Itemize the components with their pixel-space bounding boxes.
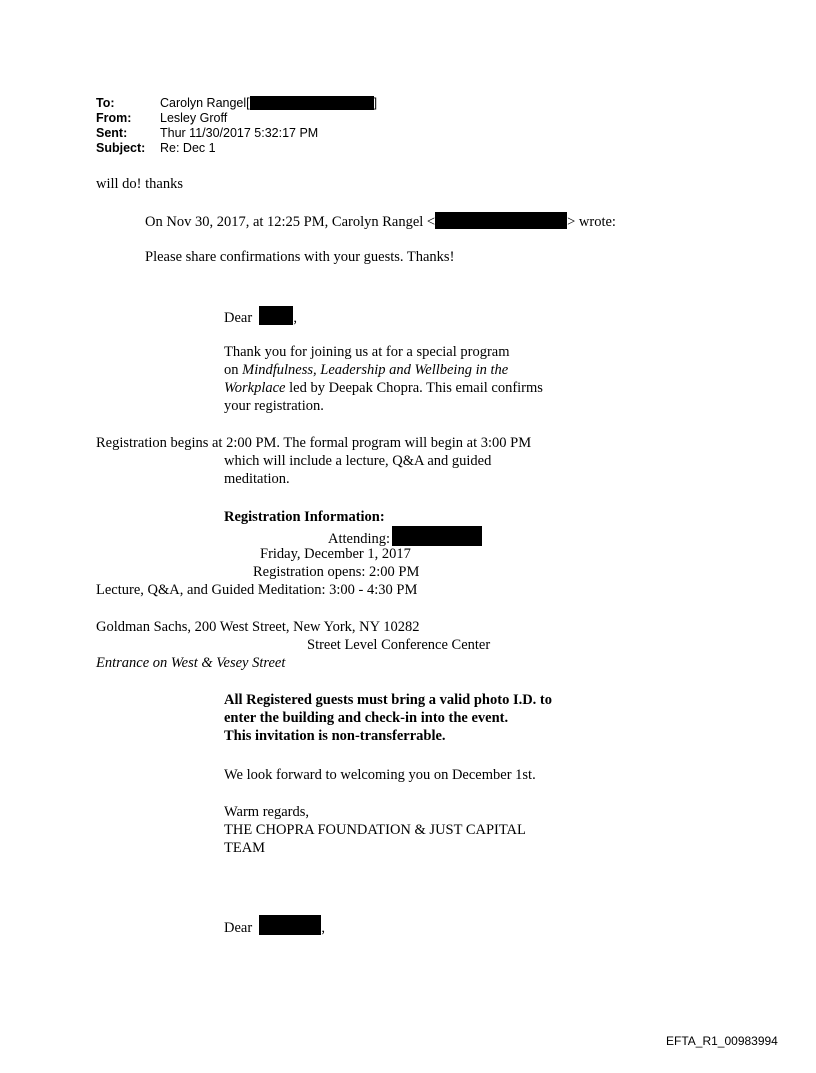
to-value: Carolyn Rangel[ bbox=[160, 96, 250, 110]
sign-off bbox=[224, 803, 526, 857]
redaction-box bbox=[392, 526, 482, 546]
attending-label: Attending: bbox=[328, 531, 391, 547]
dear-text-2: Dear bbox=[224, 920, 253, 936]
quote-intro bbox=[145, 212, 616, 231]
para1-line3: Workplace led by Deepak Chopra. This email confirms bbox=[224, 380, 543, 396]
redaction-box bbox=[250, 96, 374, 110]
program-title-end: Workplace bbox=[224, 380, 286, 396]
event-date: Friday, December 1, 2017 bbox=[260, 546, 411, 562]
regards: Warm regards, bbox=[224, 804, 309, 820]
registration-opens: Registration opens: 2:00 PM bbox=[253, 564, 420, 580]
subject-row bbox=[96, 141, 377, 156]
closing-line: We look forward to welcoming you on December 1st. bbox=[224, 767, 536, 783]
registration-line1: Registration begins at 2:00 PM. The formal program will begin at 3:00 PM bbox=[96, 435, 532, 451]
salutation bbox=[224, 306, 297, 327]
document-id: EFTA_R1_00983994 bbox=[666, 1034, 778, 1048]
email-header bbox=[96, 96, 377, 156]
reply-text: will do! thanks bbox=[96, 176, 183, 192]
sent-label: Sent: bbox=[96, 126, 128, 140]
share-note: Please share confirmations with your guests. Thanks! bbox=[145, 249, 455, 265]
event-address: Goldman Sachs, 200 West Street, New York, NY 10282 bbox=[96, 619, 420, 635]
id-notice-line1: All Registered guests must bring a valid photo I.D. to bbox=[224, 692, 553, 708]
redaction-box bbox=[259, 306, 293, 325]
id-notice-line3: This invitation is non-transferrable. bbox=[224, 728, 446, 744]
intro-paragraph bbox=[224, 343, 543, 415]
para1-line2: on Mindfulness, Leadership and Wellbeing in the bbox=[224, 362, 509, 378]
redaction-box bbox=[435, 212, 567, 229]
event-venue: Street Level Conference Center bbox=[307, 637, 491, 653]
to-close: ] bbox=[373, 96, 378, 110]
comma-2: , bbox=[321, 920, 326, 936]
entrance-note: Entrance on West & Vesey Street bbox=[96, 655, 286, 671]
subject-label: Subject: bbox=[96, 141, 146, 155]
to-label: To: bbox=[96, 96, 115, 110]
redaction-box bbox=[259, 915, 321, 935]
signature-line1: THE CHOPRA FOUNDATION & JUST CAPITAL bbox=[224, 822, 526, 838]
registration-line3: meditation. bbox=[224, 471, 290, 487]
quote-intro-pre: On Nov 30, 2017, at 12:25 PM, Carolyn Rangel < bbox=[145, 214, 436, 230]
sent-value: Thur 11/30/2017 5:32:17 PM bbox=[160, 126, 319, 140]
comma: , bbox=[293, 310, 298, 326]
subject-value: Re: Dec 1 bbox=[160, 141, 216, 155]
sent-row bbox=[96, 126, 377, 141]
dear-text: Dear bbox=[224, 310, 253, 326]
program-title: Mindfulness, Leadership and Wellbeing in the bbox=[242, 362, 509, 378]
id-notice-line2: enter the building and check-in into the event. bbox=[224, 710, 509, 726]
quote-intro-post: > wrote: bbox=[567, 214, 616, 230]
from-value: Lesley Groff bbox=[160, 111, 228, 125]
from-row bbox=[96, 111, 377, 126]
salutation-2 bbox=[224, 915, 325, 937]
signature-line2: TEAM bbox=[224, 840, 266, 856]
event-schedule: Lecture, Q&A, and Guided Meditation: 3:00 - 4:30 PM bbox=[96, 582, 418, 598]
registration-info-heading: Registration Information: bbox=[224, 509, 385, 525]
from-label: From: bbox=[96, 111, 132, 125]
para1-line1: Thank you for joining us at for a special program bbox=[224, 344, 510, 360]
to-row bbox=[96, 96, 377, 111]
registration-line2: which will include a lecture, Q&A and guided bbox=[224, 453, 492, 469]
para1-line4: your registration. bbox=[224, 398, 324, 414]
